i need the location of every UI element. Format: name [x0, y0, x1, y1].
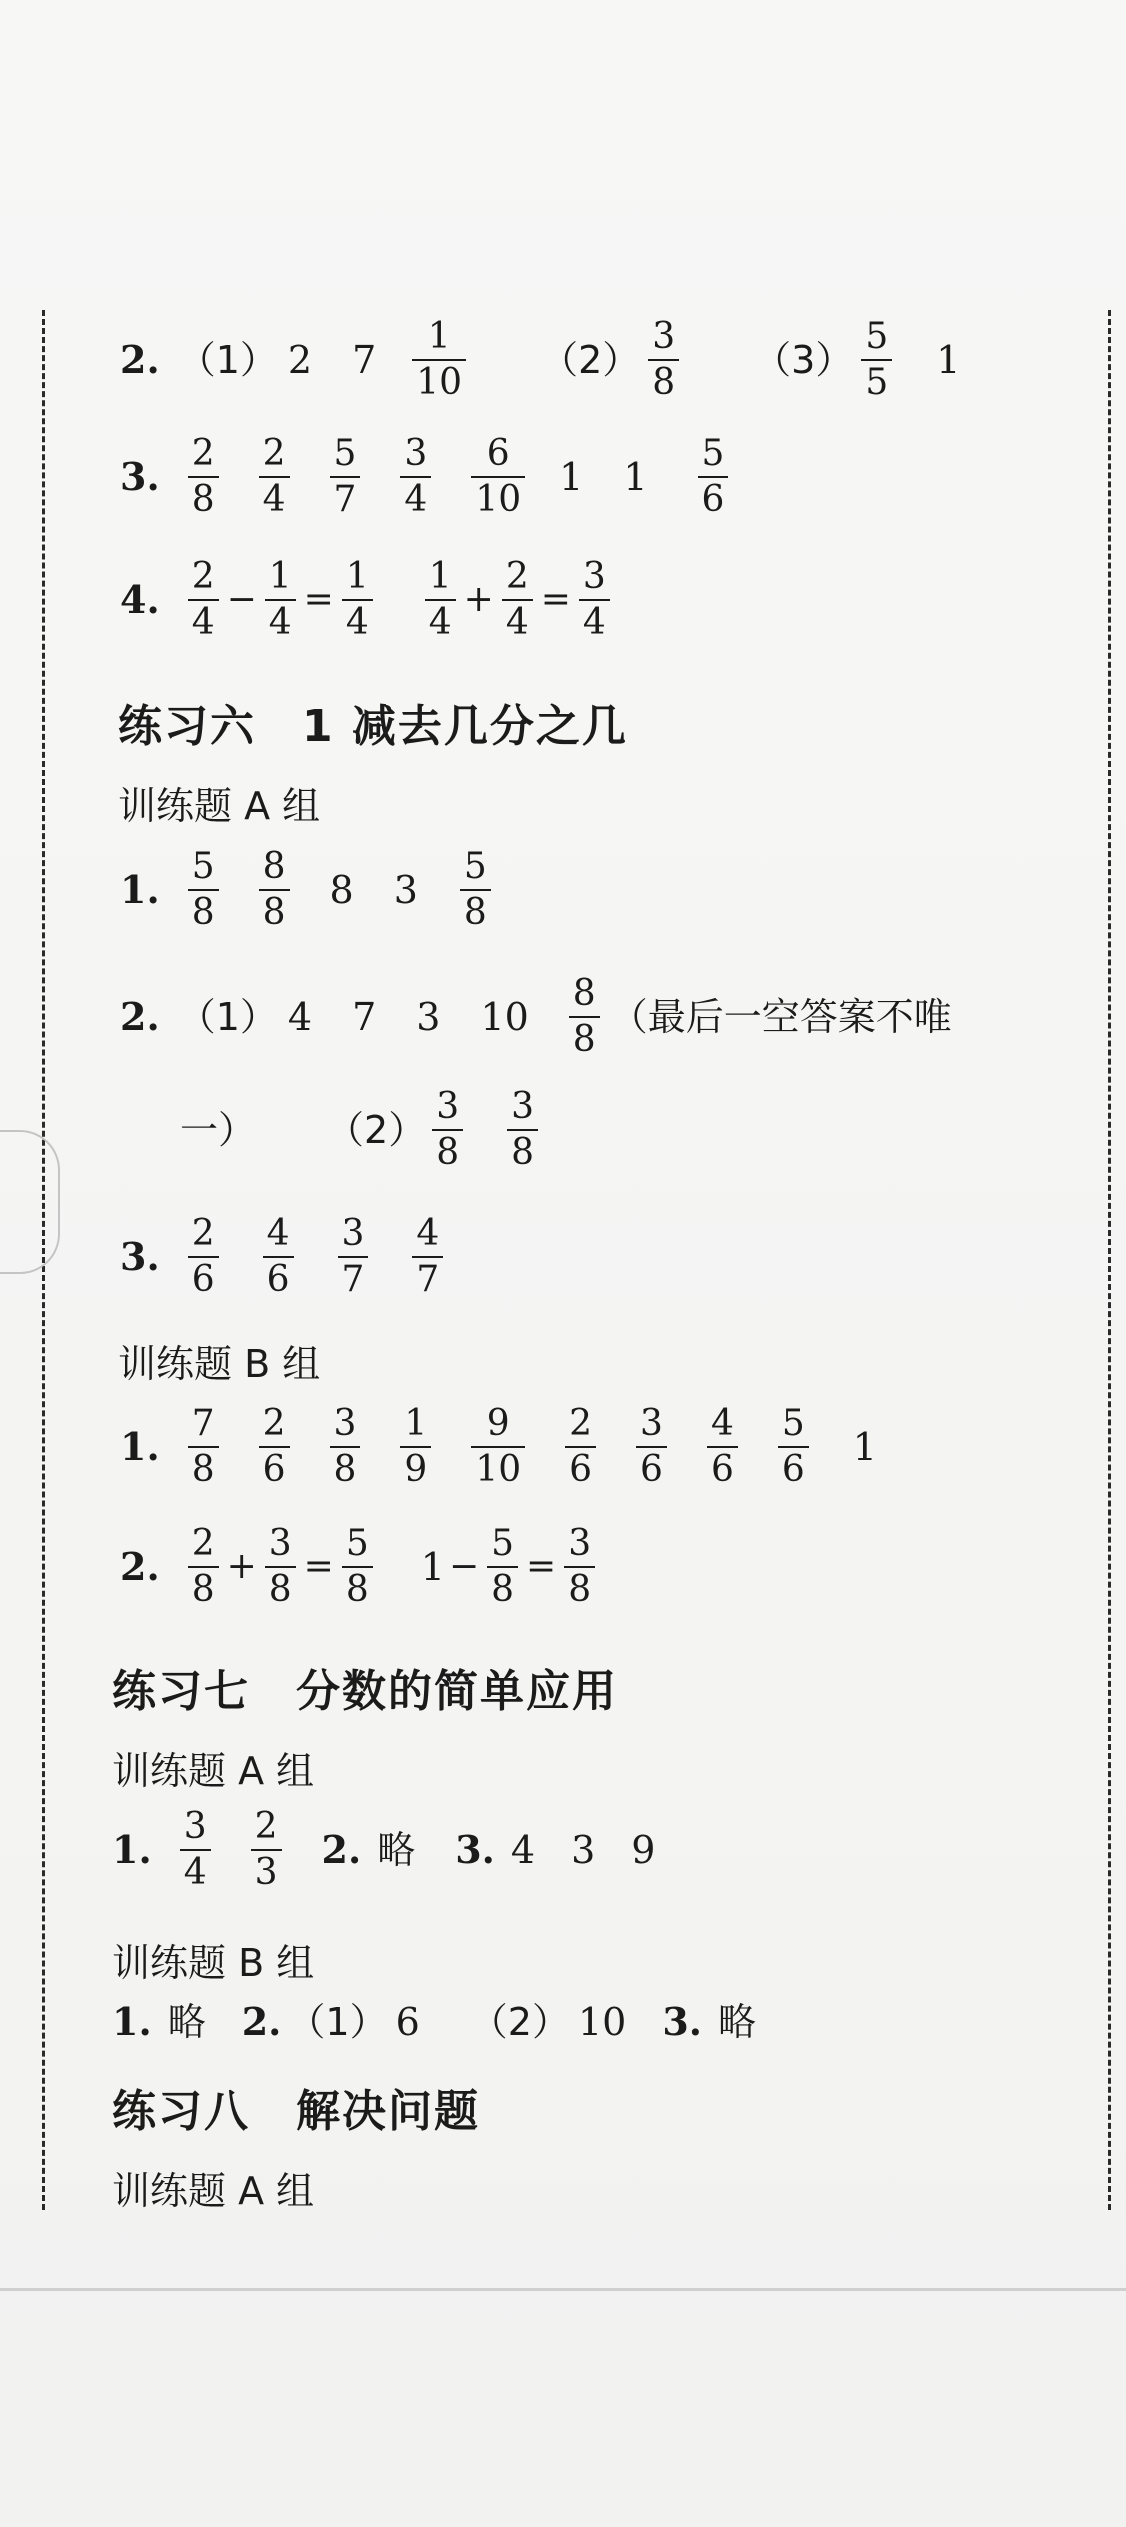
fraction: $\frac{5}{8}$	[188, 848, 219, 932]
answer-value: 6	[395, 2000, 420, 2044]
ex5-q2-line: 2 . （1） 2 7 $\frac{1}{10}$ （2） $\frac{3}{8}$ （3） $\frac{5}{5}$ 1	[120, 316, 961, 403]
answer-value: 7	[352, 337, 377, 382]
fraction: $\frac{4}{7}$	[412, 1215, 443, 1299]
fraction: $\frac{3}{8}$	[330, 1405, 361, 1489]
part-label: （2）	[540, 337, 641, 382]
fraction: $\frac{2}{6}$	[188, 1215, 219, 1299]
fraction: $\frac{3}{8}$	[564, 1525, 595, 1609]
fraction: $\frac{5}{7}$	[330, 435, 361, 519]
answer-value: 4	[510, 1827, 536, 1872]
fraction: $\frac{1}{9}$	[400, 1405, 431, 1489]
equals-sign: =	[303, 1545, 334, 1587]
answer-text: 略	[377, 1827, 416, 1872]
fraction: $\frac{3}{8}$	[507, 1088, 538, 1172]
fraction: $\frac{2}{4}$	[259, 435, 290, 519]
fraction: $\frac{1}{4}$	[265, 558, 296, 642]
question-number: 3	[455, 1826, 482, 1872]
answer-value: 1	[936, 337, 961, 382]
answer-value: 1	[559, 454, 584, 499]
question-number: 3	[120, 1233, 147, 1279]
answer-value: 1	[623, 454, 648, 499]
question-number: 1	[120, 1423, 147, 1469]
group-label: 训练题 A 组	[118, 784, 321, 828]
answer-value: 9	[631, 1827, 656, 1872]
fraction: $\frac{3}{4}$	[579, 558, 610, 642]
answer-value: 3	[393, 867, 418, 912]
fraction: $\frac{2}{8}$	[188, 435, 219, 519]
question-number: 2	[120, 993, 147, 1039]
fraction: $\frac{4}{6}$	[263, 1215, 294, 1299]
fraction: $\frac{5}{8}$	[487, 1525, 518, 1609]
fraction: $\frac{8}{8}$	[569, 975, 600, 1059]
fraction: $\frac{8}{8}$	[259, 848, 290, 932]
ex6-a-q1-line: 1 . $\frac{5}{8}$ $\frac{8}{8}$ 8 3 $\frac{5}{8}$	[120, 848, 495, 932]
answer-value: 10	[577, 2000, 627, 2044]
fraction: $\frac{9}{10}$	[471, 1405, 525, 1489]
group-label: 训练题 B 组	[118, 1342, 321, 1386]
fraction: $\frac{3}{7}$	[338, 1215, 369, 1299]
part-label: （2）	[326, 1107, 427, 1152]
ex6-a-q3-line: 3 . $\frac{2}{6}$ $\frac{4}{6}$ $\frac{3}{7}$ $\frac{4}{7}$	[120, 1215, 447, 1299]
answer-value: 10	[480, 994, 529, 1039]
fraction: $\frac{3}{4}$	[400, 435, 431, 519]
section-title: 练习六 1 减去几分之几	[118, 701, 628, 752]
answer-value: 1	[852, 1424, 877, 1469]
minus-sign: −	[448, 1545, 480, 1587]
question-number: 1	[112, 1826, 139, 1872]
part-label: （2）	[469, 2000, 570, 2044]
fraction: $\frac{3}{8}$	[265, 1525, 296, 1609]
fraction: $\frac{2}{3}$	[251, 1808, 282, 1892]
section-title: 练习八 解决问题	[112, 2086, 480, 2137]
answer-value: 3	[416, 994, 441, 1039]
ex6-a-q2-line2	[180, 1088, 542, 1172]
ex7-a-line: 1 . $\frac{3}{4}$ $\frac{2}{3}$ 2 . 略 3 . 4 3 9	[112, 1806, 656, 1893]
group-label: 训练题 B 组	[112, 1941, 315, 1985]
question-number: 2	[241, 1999, 269, 2044]
equals-sign: =	[540, 578, 571, 620]
minus-sign: −	[226, 578, 257, 620]
question-number: 2	[120, 1543, 147, 1589]
ex6-b-q2-line: 2 . $\frac{2}{8}$ + $\frac{3}{8}$ = $\frac{5}{8}$ 1 − $\frac{5}{8}$ = $\frac{3}{8}$	[120, 1525, 599, 1609]
section-title: 练习七 分数的简单应用	[112, 1666, 618, 1717]
fraction: $\frac{2}{6}$	[565, 1405, 596, 1489]
fraction: $\frac{2}{4}$	[502, 558, 533, 642]
fraction: $\frac{3}{8}$	[432, 1088, 463, 1172]
answer-value: 1	[420, 1544, 445, 1589]
plus-sign: +	[226, 1545, 257, 1587]
answer-value: 7	[352, 994, 377, 1039]
answer-value: 4	[287, 994, 313, 1039]
stamp-mark	[0, 1130, 60, 1274]
question-number: 2	[120, 336, 147, 382]
question-number: 4	[120, 576, 147, 622]
fraction: $\frac{5}{6}$	[698, 435, 729, 519]
fraction: $\frac{5}{8}$	[460, 848, 491, 932]
note-text: 一）	[180, 1107, 257, 1152]
fraction: $\frac{3}{8}$	[648, 318, 679, 402]
plus-sign: +	[463, 578, 494, 620]
question-number: 3	[120, 453, 147, 499]
ex6-a-q2-line: 2 . （1） 4 7 3 10 $\frac{8}{8}$ （最后一空答案不唯	[120, 973, 952, 1060]
question-number: 2	[321, 1826, 348, 1872]
note-text: （最后一空答案不唯	[609, 994, 952, 1039]
answer-text: 略	[167, 2000, 206, 2044]
question-number: 1	[120, 866, 147, 912]
answer-value: 8	[329, 867, 354, 912]
fraction: $\frac{6}{10}$	[471, 435, 525, 519]
fraction: $\frac{2}{8}$	[188, 1525, 219, 1609]
ex5-q3-line: 3 . $\frac{2}{8}$ $\frac{2}{4}$ $\frac{5}{7}$ $\frac{3}{4}$ $\frac{6}{10}$ 1 1 $\frac{5}{6}$	[120, 435, 732, 519]
part-label: （3）	[753, 337, 854, 382]
part-label: （1）	[177, 994, 278, 1039]
part-label: （1）	[287, 2000, 388, 2044]
fraction: $\frac{1}{4}$	[342, 558, 373, 642]
right-dashed-margin	[1108, 310, 1111, 2210]
fraction: $\frac{5}{8}$	[342, 1525, 373, 1609]
fraction: $\frac{5}{6}$	[778, 1405, 809, 1489]
ex6-b-q1-line: 1 . $\frac{7}{8}$ $\frac{2}{6}$ $\frac{3}{8}$ $\frac{1}{9}$ $\frac{9}{10}$ $\frac{2}{6}$ $\frac{3}{6}$ $\frac{4}{6}$ $\frac{5}{6}$ 1	[120, 1403, 877, 1490]
group-label: 训练题 A 组	[112, 2169, 315, 2213]
fraction: $\frac{5}{5}$	[861, 318, 892, 402]
fraction: $\frac{7}{8}$	[188, 1405, 219, 1489]
answer-value: 3	[571, 1827, 596, 1872]
question-number: 3	[662, 1999, 689, 2044]
fraction: $\frac{1}{4}$	[425, 558, 456, 642]
answer-value: 2	[287, 337, 313, 382]
fraction: $\frac{2}{6}$	[259, 1405, 290, 1489]
answer-text: 略	[718, 2000, 757, 2044]
fraction: $\frac{4}{6}$	[707, 1405, 738, 1489]
part-label: （1）	[177, 337, 278, 382]
ex7-b-line: 1 . 略 2 . （1） 6 （2） 10 3 . 略	[112, 1999, 757, 2044]
fraction: $\frac{1}{10}$	[412, 318, 466, 402]
fraction: $\frac{3}{6}$	[636, 1405, 667, 1489]
equals-sign: =	[526, 1545, 557, 1587]
question-number: 1	[112, 1999, 139, 2044]
fraction: $\frac{2}{4}$	[188, 558, 219, 642]
page-bottom-edge	[0, 2288, 1126, 2291]
ex5-q4-line: 4 . $\frac{2}{4}$ − $\frac{1}{4}$ = $\frac{1}{4}$ $\frac{1}{4}$ + $\frac{2}{4}$ = $\frac{3}{4}$	[120, 558, 614, 642]
group-label: 训练题 A 组	[112, 1749, 315, 1793]
fraction: $\frac{3}{4}$	[180, 1808, 211, 1892]
equals-sign: =	[303, 578, 334, 620]
